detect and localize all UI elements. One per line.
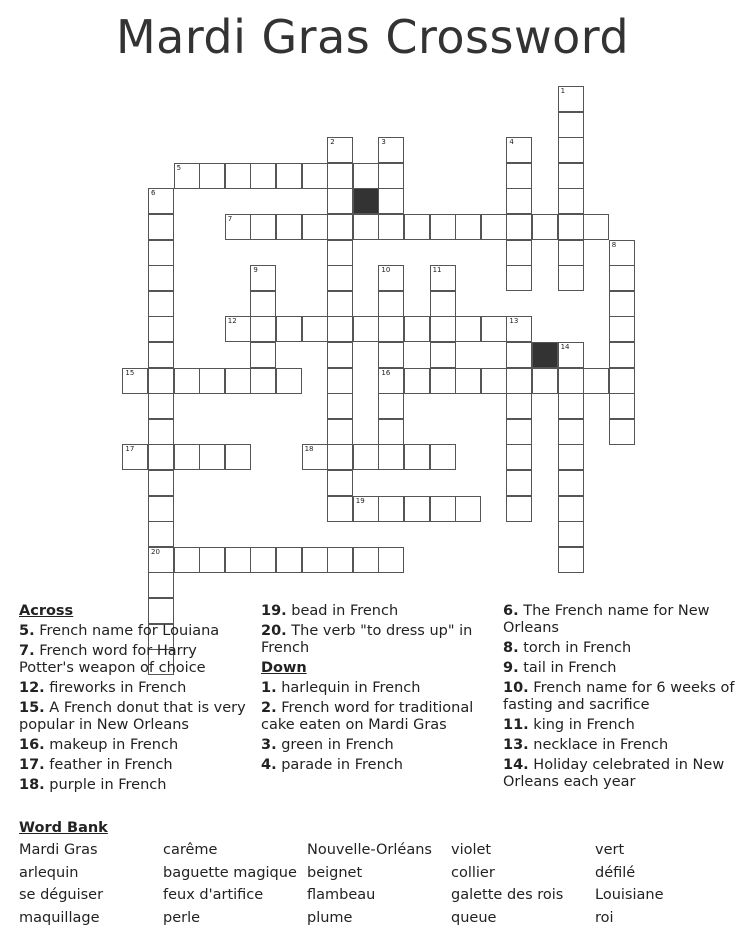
grid-cell[interactable] xyxy=(302,444,328,470)
grid-cell[interactable] xyxy=(148,188,174,214)
word-bank-item: se déguiser xyxy=(19,887,104,903)
grid-cell[interactable] xyxy=(558,393,584,419)
grid-cell[interactable] xyxy=(148,316,174,342)
grid-cell[interactable] xyxy=(532,214,558,240)
clues-column-1 xyxy=(19,603,254,797)
grid-cell[interactable] xyxy=(378,444,404,470)
grid-cell[interactable] xyxy=(250,316,276,342)
grid-cell[interactable] xyxy=(506,393,532,419)
grid-cell[interactable] xyxy=(199,163,225,189)
grid-cell[interactable] xyxy=(558,188,584,214)
grid-cell[interactable] xyxy=(378,419,404,445)
down-heading: Down xyxy=(261,660,307,676)
grid-cell[interactable] xyxy=(148,521,174,547)
grid-cell[interactable] xyxy=(378,547,404,573)
grid-cell[interactable] xyxy=(327,393,353,419)
grid-cell[interactable] xyxy=(148,393,174,419)
clues-column-2 xyxy=(261,603,491,777)
clue-number: 7 xyxy=(227,215,233,223)
clues-column-3 xyxy=(503,603,735,794)
grid-cell[interactable] xyxy=(199,547,225,573)
grid-cell[interactable] xyxy=(558,265,584,291)
grid-cell[interactable] xyxy=(276,316,302,342)
grid-cell[interactable] xyxy=(148,547,174,573)
grid-cell[interactable] xyxy=(609,240,635,266)
clue-number: 4 xyxy=(509,138,514,147)
grid-cell[interactable] xyxy=(506,240,532,266)
grid-cell[interactable] xyxy=(148,291,174,317)
grid-cell[interactable] xyxy=(506,496,532,522)
grid-cell[interactable] xyxy=(148,419,174,445)
word-bank-item: baguette magique xyxy=(163,864,297,881)
grid-cell[interactable] xyxy=(506,214,532,240)
grid-cell[interactable] xyxy=(148,470,174,496)
grid-cell[interactable] xyxy=(558,86,584,112)
grid-cell[interactable] xyxy=(199,444,225,470)
grid-cell[interactable] xyxy=(378,368,404,394)
grid-cell[interactable] xyxy=(327,265,353,291)
grid-cell[interactable] xyxy=(225,214,251,240)
grid-cell[interactable] xyxy=(506,470,532,496)
grid-cell[interactable] xyxy=(225,316,251,342)
grid-cell[interactable] xyxy=(225,368,251,394)
word-bank-item: Nouvelle-Orléans xyxy=(307,842,432,858)
grid-cell[interactable] xyxy=(506,419,532,445)
grid-cell[interactable] xyxy=(455,316,481,342)
clue-number: 10 xyxy=(381,266,391,275)
grid-cell[interactable] xyxy=(327,214,353,240)
word-bank-item: beignet xyxy=(307,864,363,881)
grid-cell[interactable] xyxy=(148,496,174,522)
grid-cell[interactable] xyxy=(174,163,200,189)
word-bank-row xyxy=(19,887,739,910)
grid-cell[interactable] xyxy=(250,214,276,240)
word-bank-heading: Word Bank xyxy=(19,820,108,836)
grid-cell[interactable] xyxy=(430,265,456,291)
grid-cell[interactable] xyxy=(225,163,251,189)
clue-across-20: 20. The verb "to dress up" in French xyxy=(261,623,473,656)
grid-cell[interactable] xyxy=(327,496,353,522)
grid-cell[interactable] xyxy=(404,444,430,470)
clue-across-15: 15. A French donut that is very popular in New Orleans xyxy=(19,700,246,733)
grid-cell[interactable] xyxy=(353,547,379,573)
grid-cell[interactable] xyxy=(609,368,635,394)
grid-cell[interactable] xyxy=(455,496,481,522)
clue-down-1: 1. harlequin in French xyxy=(261,680,421,696)
clue-number: 12 xyxy=(227,317,237,326)
grid-cell[interactable] xyxy=(609,316,635,342)
clue-number: 19 xyxy=(355,496,365,505)
clue-down-14: 14. Holiday celebrated in New Orleans each year xyxy=(503,757,725,790)
word-bank-item: plume xyxy=(307,909,353,926)
grid-cell[interactable] xyxy=(532,368,558,394)
grid-cell[interactable] xyxy=(302,163,328,189)
grid-cell[interactable] xyxy=(430,444,456,470)
grid-cell[interactable] xyxy=(250,291,276,317)
grid-cell[interactable] xyxy=(174,547,200,573)
grid-cell[interactable] xyxy=(430,496,456,522)
grid-cell[interactable] xyxy=(558,521,584,547)
grid-cell[interactable] xyxy=(558,240,584,266)
clue-number: 2 xyxy=(330,138,335,147)
clue-down-11: 11. king in French xyxy=(503,717,635,733)
word-bank-row xyxy=(19,865,739,888)
grid-cell[interactable] xyxy=(404,496,430,522)
grid-cell[interactable] xyxy=(378,291,404,317)
clue-down-2: 2. French word for traditional cake eaten on Mardi Gras xyxy=(261,700,474,733)
clue-down-9: 9. tail in French xyxy=(503,660,617,676)
grid-cell[interactable] xyxy=(506,188,532,214)
grid-cell[interactable] xyxy=(122,444,148,470)
clue-number: 15 xyxy=(125,368,135,377)
grid-cell[interactable] xyxy=(558,214,584,240)
grid-cell[interactable] xyxy=(302,547,328,573)
clue-number: 14 xyxy=(560,343,570,351)
clue-number: 20 xyxy=(151,547,160,556)
grid-cell[interactable] xyxy=(430,214,456,240)
grid-cell[interactable] xyxy=(276,368,302,394)
clue-across-16: 16. makeup in French xyxy=(19,737,179,753)
grid-cell[interactable] xyxy=(506,163,532,189)
grid-cell[interactable] xyxy=(250,163,276,189)
grid-cell[interactable] xyxy=(430,342,456,368)
grid-cell[interactable] xyxy=(558,112,584,138)
word-bank-row xyxy=(19,910,739,932)
grid-cell[interactable] xyxy=(250,265,276,291)
grid-cell[interactable] xyxy=(481,214,507,240)
grid-cell[interactable] xyxy=(174,444,200,470)
grid-cell[interactable] xyxy=(558,547,584,573)
grid-cell[interactable] xyxy=(302,214,328,240)
clue-across-5: 5. French name for Louiana xyxy=(19,623,220,639)
grid-cell[interactable] xyxy=(404,214,430,240)
grid-cell[interactable] xyxy=(378,316,404,342)
clue-down-8: 8. torch in French xyxy=(503,640,632,656)
grid-cell[interactable] xyxy=(353,444,379,470)
grid-cell[interactable] xyxy=(276,547,302,573)
grid-cell[interactable] xyxy=(199,368,225,394)
clue-number: 16 xyxy=(381,368,391,377)
grid-cell[interactable] xyxy=(378,188,404,214)
clue-number: 3 xyxy=(381,138,386,147)
grid-cell[interactable] xyxy=(430,291,456,317)
grid-cell[interactable] xyxy=(378,214,404,240)
grid-cell[interactable] xyxy=(609,291,635,317)
grid-cell[interactable] xyxy=(455,214,481,240)
clue-number: 13 xyxy=(509,317,519,326)
page-title: Mardi Gras Crossword xyxy=(115,10,630,64)
word-bank-item: perle xyxy=(163,909,201,926)
clue-number: 11 xyxy=(432,266,442,275)
grid-cell[interactable] xyxy=(327,470,353,496)
word-bank-item: violet xyxy=(451,842,492,858)
word-bank-item: collier xyxy=(451,864,495,881)
grid-cell[interactable] xyxy=(430,368,456,394)
word-bank xyxy=(19,842,739,932)
grid-cell[interactable] xyxy=(558,496,584,522)
grid-cell[interactable] xyxy=(327,342,353,368)
clue-number: 8 xyxy=(611,240,617,249)
grid-cell[interactable] xyxy=(583,368,609,394)
clue-number: 18 xyxy=(304,445,314,454)
grid-cell[interactable] xyxy=(455,368,481,394)
clue-number: 5 xyxy=(176,163,182,172)
word-bank-row xyxy=(19,842,739,865)
grid-cell[interactable] xyxy=(430,316,456,342)
clue-down-10: 10. French name for 6 weeks of fasting and sacrifice xyxy=(503,680,735,713)
word-bank-item: carême xyxy=(163,842,218,858)
clue-down-13: 13. necklace in French xyxy=(503,737,669,753)
black-cell xyxy=(353,188,379,214)
grid-cell[interactable] xyxy=(506,342,532,368)
grid-cell[interactable] xyxy=(506,444,532,470)
grid-cell[interactable] xyxy=(353,163,379,189)
grid-cell[interactable] xyxy=(558,137,584,163)
word-bank-item: vert xyxy=(595,842,625,858)
grid-cell[interactable] xyxy=(378,265,404,291)
grid-cell[interactable] xyxy=(558,470,584,496)
grid-cell[interactable] xyxy=(506,368,532,394)
grid-cell[interactable] xyxy=(327,547,353,573)
grid-cell[interactable] xyxy=(353,214,379,240)
grid-cell[interactable] xyxy=(327,444,353,470)
grid-cell[interactable] xyxy=(148,214,174,240)
word-bank-item: galette des rois xyxy=(451,887,564,903)
grid-cell[interactable] xyxy=(609,393,635,419)
grid-cell[interactable] xyxy=(148,265,174,291)
grid-cell[interactable] xyxy=(609,265,635,291)
black-cell xyxy=(532,342,558,368)
clue-across-18: 18. purple in French xyxy=(19,777,167,793)
clue-number: 6 xyxy=(151,189,156,198)
grid-cell[interactable] xyxy=(558,444,584,470)
word-bank-item: Louisiane xyxy=(595,887,664,903)
grid-cell[interactable] xyxy=(558,368,584,394)
grid-cell[interactable] xyxy=(609,342,635,368)
grid-cell[interactable] xyxy=(276,214,302,240)
grid-cell[interactable] xyxy=(378,496,404,522)
word-bank-item: défilé xyxy=(595,864,636,881)
clue-number: 9 xyxy=(253,266,258,275)
grid-cell[interactable] xyxy=(276,163,302,189)
word-bank-item: arlequin xyxy=(19,864,79,881)
word-bank-item: roi xyxy=(595,909,614,926)
grid-cell[interactable] xyxy=(327,316,353,342)
grid-cell[interactable] xyxy=(404,368,430,394)
grid-cell[interactable] xyxy=(148,342,174,368)
grid-cell[interactable] xyxy=(250,342,276,368)
grid-cell[interactable] xyxy=(225,547,251,573)
grid-cell[interactable] xyxy=(378,137,404,163)
grid-cell[interactable] xyxy=(558,163,584,189)
grid-cell[interactable] xyxy=(609,419,635,445)
grid-cell[interactable] xyxy=(327,368,353,394)
grid-cell[interactable] xyxy=(250,368,276,394)
grid-cell[interactable] xyxy=(174,368,200,394)
word-bank-item: queue xyxy=(451,909,497,926)
word-bank-item: feux d'artifice xyxy=(163,887,264,903)
grid-cell[interactable] xyxy=(327,291,353,317)
clue-across-7: 7. French word for Harry Potter's weapon of choice xyxy=(19,643,206,676)
grid-cell[interactable] xyxy=(148,444,174,470)
grid-cell[interactable] xyxy=(506,316,532,342)
across-heading: Across xyxy=(19,603,74,619)
clue-down-6: 6. The French name for New Orleans xyxy=(503,603,710,636)
grid-cell[interactable] xyxy=(506,265,532,291)
grid-cell[interactable] xyxy=(327,188,353,214)
grid-cell[interactable] xyxy=(404,316,430,342)
grid-cell[interactable] xyxy=(378,163,404,189)
grid-cell[interactable] xyxy=(378,342,404,368)
clue-down-3: 3. green in French xyxy=(261,737,394,753)
clue-number: 17 xyxy=(125,445,135,454)
grid-cell[interactable] xyxy=(353,316,379,342)
clue-across-17: 17. feather in French xyxy=(19,757,173,773)
grid-cell[interactable] xyxy=(558,342,584,368)
grid-cell[interactable] xyxy=(506,137,532,163)
grid-cell[interactable] xyxy=(327,137,353,163)
grid-cell[interactable] xyxy=(148,572,174,598)
grid-cell[interactable] xyxy=(327,163,353,189)
clue-across-12: 12. fireworks in French xyxy=(19,680,187,696)
clue-down-4: 4. parade in French xyxy=(261,757,403,773)
word-bank-item: Mardi Gras xyxy=(19,842,98,858)
grid-cell[interactable] xyxy=(302,316,328,342)
word-bank-item: flambeau xyxy=(307,887,376,903)
grid-cell[interactable] xyxy=(481,368,507,394)
grid-cell[interactable] xyxy=(250,547,276,573)
grid-cell[interactable] xyxy=(225,444,251,470)
grid-cell[interactable] xyxy=(327,240,353,266)
grid-cell[interactable] xyxy=(378,393,404,419)
grid-cell[interactable] xyxy=(148,368,174,394)
clue-across-19: 19. bead in French xyxy=(261,603,399,619)
grid-cell[interactable] xyxy=(327,419,353,445)
grid-cell[interactable] xyxy=(122,368,148,394)
grid-cell[interactable] xyxy=(353,496,379,522)
grid-cell[interactable] xyxy=(481,316,507,342)
grid-cell[interactable] xyxy=(558,419,584,445)
grid-cell[interactable] xyxy=(148,240,174,266)
clue-number: 1 xyxy=(560,87,566,95)
grid-cell[interactable] xyxy=(583,214,609,240)
word-bank-item: maquillage xyxy=(19,909,100,926)
